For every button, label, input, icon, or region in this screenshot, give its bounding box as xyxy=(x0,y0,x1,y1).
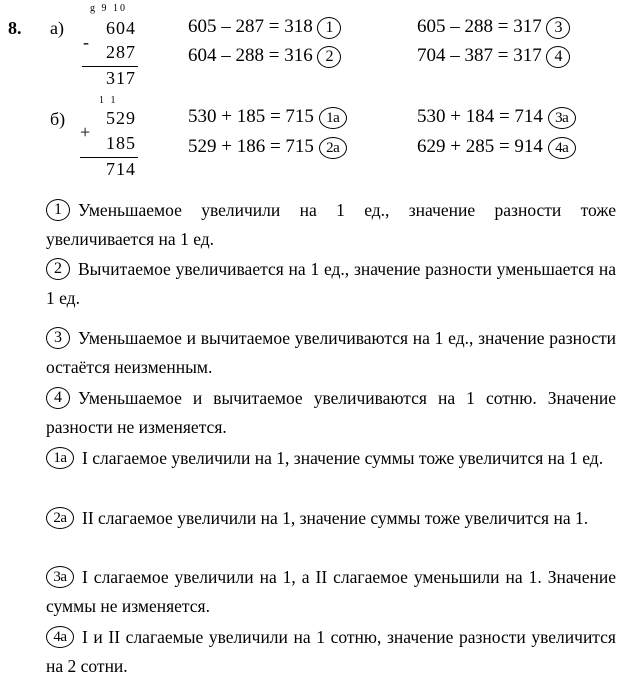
circled-mark: 1а xyxy=(46,447,74,469)
explanation-2a xyxy=(46,504,616,533)
circled-mark-3a: 3а xyxy=(548,107,576,129)
part-a-difference: 317 xyxy=(106,68,136,88)
equation-a4 xyxy=(417,45,570,68)
circled-mark: 3а xyxy=(46,566,74,588)
explanation-text: Вычитаемое увеличивается на 1 ед., значение разности уменьшается на 1 ед. xyxy=(46,259,616,308)
equation-b1 xyxy=(188,106,347,129)
explanation-2 xyxy=(46,255,616,313)
part-b-addend-2: 185 xyxy=(106,133,136,153)
part-a-rule xyxy=(82,66,138,67)
part-a-minuend: 604 xyxy=(106,18,136,38)
equation-a3 xyxy=(417,16,570,39)
explanation-4 xyxy=(46,384,616,442)
circled-mark-4a: 4а xyxy=(548,137,576,159)
circled-mark-1a: 1а xyxy=(319,107,347,129)
equation-text: 530 + 184 = 714 xyxy=(417,106,543,127)
equation-a2 xyxy=(188,45,341,68)
part-a-carries: g 9 10 xyxy=(90,3,127,14)
explanation-text: Уменьшаемое и вычитаемое увеличиваются на 1 ед., значение разности остаётся неизменным. xyxy=(46,328,616,377)
equation-text: 605 – 288 = 317 xyxy=(417,16,542,37)
equation-a1 xyxy=(188,16,341,39)
part-a-subtrahend: 287 xyxy=(106,42,136,62)
part-b-rule xyxy=(80,157,138,158)
equation-text: 604 – 288 = 316 xyxy=(188,45,313,66)
equation-text: 529 + 186 = 715 xyxy=(188,136,314,157)
circled-mark: 2 xyxy=(46,258,70,280)
circled-mark-1: 1 xyxy=(317,17,341,39)
explanation-text: II слагаемое увеличили на 1, значение суммы тоже увеличится на 1. xyxy=(82,508,589,528)
explanation-text: Уменьшаемое и вычитаемое увеличиваются на 1 сотню. Значение разности не изменяется. xyxy=(46,388,616,437)
explanation-text: I слагаемое увеличили на 1, а II слагаемое уменьшили на 1. Значение суммы не изменяется. xyxy=(46,567,616,616)
plus-sign: + xyxy=(80,122,91,142)
part-b-label: б) xyxy=(50,109,66,129)
circled-mark-2: 2 xyxy=(317,46,341,68)
circled-mark-4: 4 xyxy=(546,46,570,68)
circled-mark-3: 3 xyxy=(546,17,570,39)
equation-b4 xyxy=(417,136,576,159)
circled-mark: 4а xyxy=(46,626,74,648)
equation-text: 530 + 185 = 715 xyxy=(188,106,314,127)
explanation-1 xyxy=(46,196,616,254)
explanation-3 xyxy=(46,324,616,382)
circled-mark: 2а xyxy=(46,507,74,529)
part-b-sum: 714 xyxy=(106,159,136,179)
explanation-text: I и II слагаемые увеличили на 1 сотню, значение разности увеличится на 2 сотни. xyxy=(46,627,616,676)
equation-text: 605 – 287 = 318 xyxy=(188,16,313,37)
equation-b2 xyxy=(188,136,347,159)
explanation-text: Уменьшаемое увеличили на 1 ед., значение разности тоже увеличивается на 1 ед. xyxy=(46,200,616,249)
minus-sign: - xyxy=(83,32,89,52)
explanation-text: I слагаемое увеличили на 1, значение суммы тоже увеличится на 1 ед. xyxy=(82,448,604,468)
problem-number: 8. xyxy=(8,18,22,38)
equation-text: 704 – 387 = 317 xyxy=(417,45,542,66)
equation-text: 629 + 285 = 914 xyxy=(417,136,543,157)
circled-mark: 1 xyxy=(46,199,70,221)
part-b-carries: 1 1 xyxy=(99,95,118,106)
part-b-addend-1: 529 xyxy=(106,108,136,128)
explanation-1a xyxy=(46,444,616,473)
circled-mark: 4 xyxy=(46,387,70,409)
part-a-label: а) xyxy=(50,18,64,38)
circled-mark-2a: 2а xyxy=(319,137,347,159)
explanation-4a xyxy=(46,623,616,681)
equation-b3 xyxy=(417,106,576,129)
explanation-3a xyxy=(46,563,616,621)
circled-mark: 3 xyxy=(46,327,70,349)
